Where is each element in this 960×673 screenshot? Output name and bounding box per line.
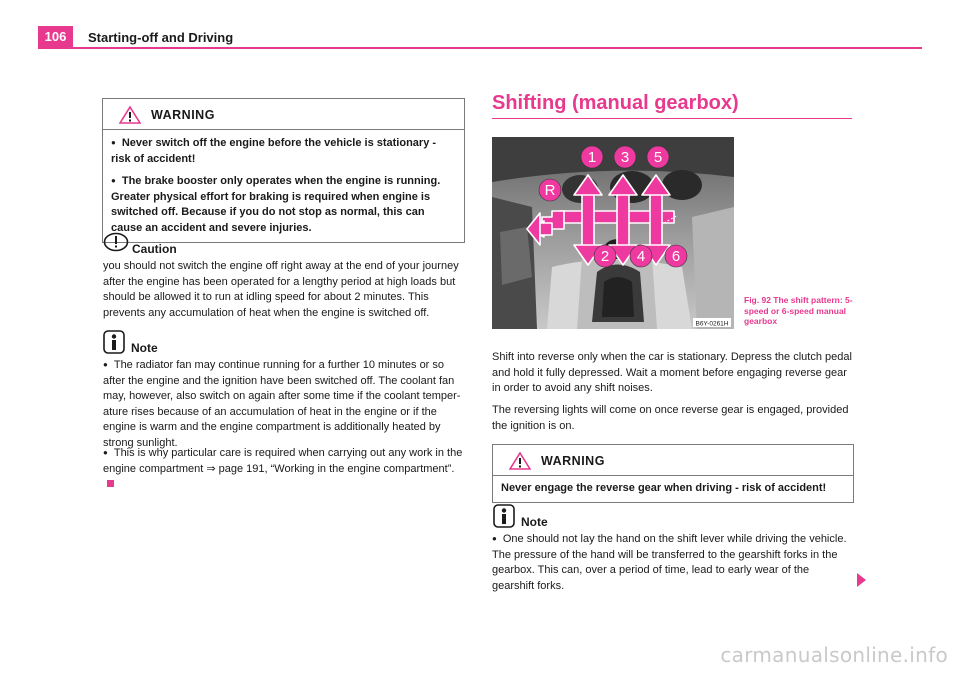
caution-label: Caution (132, 242, 177, 256)
watermark: carmanualsonline.info (720, 643, 948, 667)
shift-pattern-figure (492, 137, 734, 329)
gear-label-6: 6 (671, 248, 681, 265)
warning-triangle-icon (119, 106, 141, 124)
note-icon (103, 330, 125, 354)
image-code: B6Y-0261H (695, 320, 729, 328)
figure-caption: Fig. 92 The shift pattern: 5-speed or 6-speed manual gearbox (744, 295, 853, 326)
caution-text: you should not switch the engine off right away at the end of your journey after the engine has been operated for a lengthy period at high loads but should be allowed it to run at idling speed for about 2 minutes. This prevents any accumulation of heat when the engine is switched off. (103, 260, 459, 319)
shift-pattern-illustration (492, 137, 734, 329)
warning-header (103, 99, 464, 130)
gear-label-3: 3 (620, 149, 630, 166)
title-rule (492, 118, 852, 119)
note-label: Note (521, 515, 548, 529)
section-end-mark (107, 480, 114, 487)
warning-item: ● Never switch off the engine before the vehicle is stationary - risk of accident! (111, 136, 458, 167)
warning-label: WARNING (151, 108, 215, 122)
gear-label-2: 2 (600, 248, 610, 265)
gear-label-5: 5 (653, 149, 663, 166)
warning-header (493, 445, 853, 476)
next-page-arrow-icon[interactable] (857, 573, 866, 587)
body-paragraph: The reversing lights will come on once reverse gear is engaged, provided the ignition is on. (492, 404, 849, 432)
section-title: Starting-off and Driving (88, 30, 234, 45)
note-label: Note (131, 341, 158, 355)
gear-label-1: 1 (587, 149, 597, 166)
warning-text: Never engage the reverse gear when driving - risk of accident! (501, 482, 827, 494)
body-paragraph: Shift into reverse only when the car is stationary. Depress the clutch pedal and hold it fully depressed. Wait a moment before engaging reverse gear in order to avoid any shift noises. (492, 351, 852, 395)
warning-label: WARNING (541, 454, 605, 468)
warning-triangle-icon (509, 452, 531, 470)
caution-icon (103, 232, 129, 252)
note-item: ● The radiator fan may continue running for a further 10 minutes or so after the engine and the ignition have been switched off. The coolant fan may, however, also switch on again after some time if the coolant temper-ature rises because of an accumulation of heat in the engine or if the engine is warm and the engine compartment is additionally heated by strong sunlight. (103, 358, 465, 452)
warning-box-right (492, 444, 854, 503)
gear-label-reverse: R (544, 182, 556, 199)
page-number: 106 (38, 26, 73, 48)
page-title: Shifting (manual gearbox) (492, 92, 739, 114)
note-icon (493, 504, 515, 528)
warning-item: ● The brake booster only operates when the engine is running. Greater physical effort for braking is required when engine is switched off. Because if you do not stop as normal, this can cause an accident and severe injuries. (111, 174, 458, 236)
note-item: ● One should not lay the hand on the shift lever while driving the vehicle. The pressure of the hand will be transferred to the gearshift forks in the gearbox. This can, over a period of time, lead to early wear of the gearshift forks. (492, 532, 854, 594)
gear-label-4: 4 (636, 248, 646, 265)
header-rule (38, 47, 922, 49)
note-item: ● This is why particular care is required when carrying out any work in the engine compartment ⇒ page 191, “Working in the engine compartment”. (103, 446, 465, 493)
warning-box-left (102, 98, 465, 243)
